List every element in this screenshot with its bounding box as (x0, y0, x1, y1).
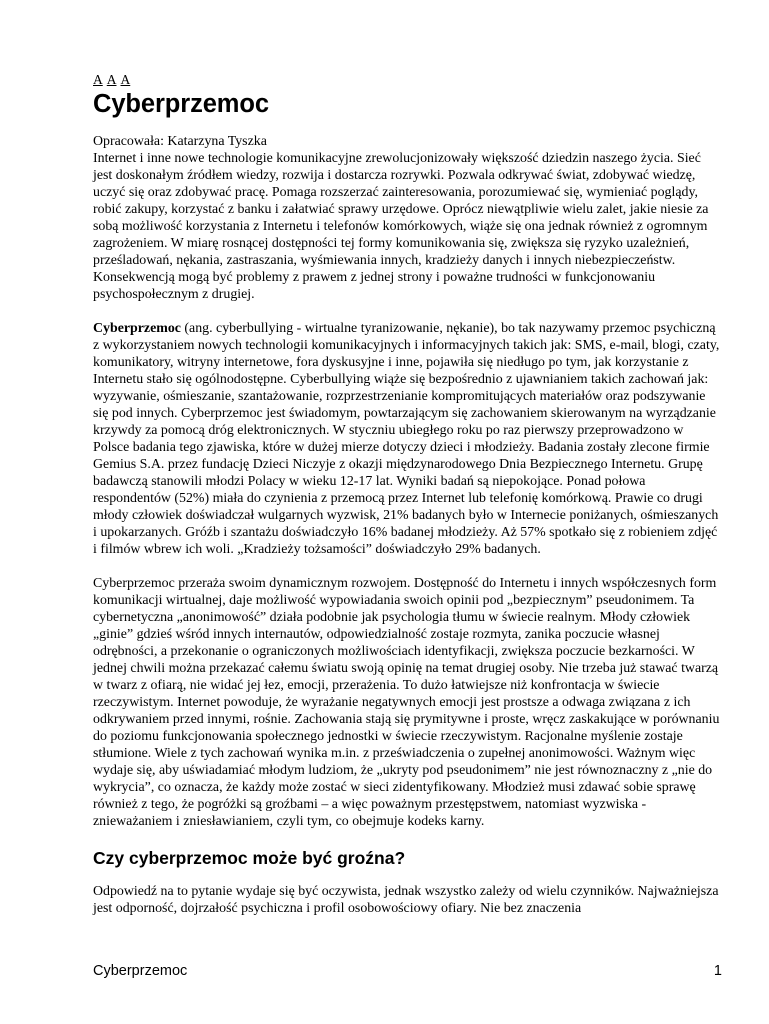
author-line: Opracowała: Katarzyna Tyszka (93, 134, 267, 149)
font-size-controls (93, 72, 723, 88)
font-size-large-link[interactable]: A (120, 72, 131, 87)
definition-paragraph (93, 320, 723, 558)
font-size-small-link[interactable]: A (93, 72, 103, 87)
definition-term: Cyberprzemoc (93, 321, 181, 336)
section-heading: Czy cyberprzemoc może być groźna? (93, 848, 406, 868)
font-size-medium-link[interactable]: A (106, 72, 117, 87)
page-footer (93, 963, 722, 979)
body-paragraph-4: Odpowiedź na to pytanie wydaje się być oczywista, jednak wszystko zależy od wielu czynników. Najważniejsza jest odporność, dojrzałość psychiczna i profil osobowościowy ofiary. Nie bez znaczenia (93, 884, 719, 916)
body-paragraph-3: Cyberprzemoc przeraża swoim dynamicznym rozwojem. Dostępność do Internetu i innych współczesnych form komunikacji wirtualnej, daje możliwość wypowiadania swoich opinii pod „bezpiecznym” pseudonimem. Ta cybernetyczna „anonimowość” działa podobnie jak psychologia tłumu w świecie realnym. Młody człowiek „ginie” gdzieś wśród innych internautów, odpowiedzialność zostaje rozmyta, zanika poczucie własnej odrębności, a przekonanie o ograniczonych możliwościach identyfikacji, zwiększa poczucie bezkarności. W jednej chwili można przekazać całemu światu swoją opinię na temat drugiej osoby. Nie trzeba już stawać twarzą w twarz z ofiarą, nie widać jej łez, emocji, przerażenia. To dużo łatwiejsze niż konfrontacja w świecie rzeczywistym. Internet powoduje, że wyrażanie negatywnych emocji jest prostsze a odwaga związana z ich odkrywaniem przed innymi, rośnie. Zachowania stają się prymitywne i proste, wręcz zaskakujące w porównaniu do poziomu funkcjonowania społecznego jednostki w świecie rzeczywistym. Racjonalne myślenie zostaje stłumione. Wiele z tych zachowań wynika m.in. z przeświadczenia o zupełnej anonimowości. Ważnym więc wydaje się, aby uświadamiać młodym ludziom, że „ukryty pod pseudonimem” nie jest równoznaczny z „nie do wykrycia”, co oznacza, że każdy może zostać w sieci zidentyfikowany. Młodzież musi zdawać sobie sprawę również z tego, że pogróżki są groźbami – a więc poważnym przestępstwem, natomiast wyzwiska - znieważaniem i zniesławianiem, czyli tym, co obejmuje kodeks karny. (93, 576, 720, 829)
definition-body: (ang. cyberbullying - wirtualne tyranizowanie, nękanie), bo tak nazywamy przemoc psychiczną z wykorzystaniem nowych technologii komunikacyjnych i informacyjnych takich jak: SMS, e-mail, blogi, czaty, komunikatory, witryny internetowe, fora dyskusyjne i inne, pojawiła się niedługo po tym, jak korzystanie z Internetu stało się ogólnodostępne. Cyberbullying wiąże się bezpośrednio z ujawnianiem takich zachowań jak: wyzywanie, ośmieszanie, szantażowanie, rozprzestrzenianie kompromitujących materiałów oraz podszywanie się pod innych. Cyberprzemoc jest świadomym, powtarzającym się zachowaniem skierowanym na wyrządzanie krzywdy za pomocą dróg elektronicznych. W styczniu ubiegłego roku po raz pierwszy przeprowadzono w Polsce badania tego zjawiska, które w dużej mierze dotyczy dzieci i młodzieży. Badania zostały zlecone firmie Gemius S.A. przez fundację Dzieci Niczyje z okazji międzynarodowego Dnia Bezpiecznego Internetu. Grupę badawczą stanowili młodzi Polacy w wieku 12-17 lat. Wyniki badań są niepokojące. Ponad połowa respondentów (52%) miała do czynienia z przemocą przez Internet lub telefonię komórkową. Prawie co drugi młody człowiek doświadczał wulgarnych wyzwisk, 21% badanych było w Internecie poniżanych, ośmieszanych i upokarzanych. Gróźb i szantażu doświadczyło 16% badanej młodzieży. Aż 57% spotkało się z robieniem zdjęć i filmów wbrew ich woli. „Kradzieży tożsamości” doświadczyło 29% badanych. (93, 321, 720, 557)
intro-paragraph: Internet i inne nowe technologie komunikacyjne zrewolucjonizowały większość dziedzin naszego życia. Sieć jest doskonałym źródłem wiedzy, rozwija i dostarcza rozrywki. Pozwala odkrywać świat, zdobywać wiedzę, uczyć się oraz zdobywać pracę. Pomaga rozszerzać zainteresowania, porozumiewać się, wymieniać poglądy, robić zakupy, korzystać z banku i załatwiać sprawy urzędowe. Oprócz niewątpliwie wielu zalet, jakie niesie za sobą możliwość korzystania z Internetu i telefonów komórkowych, wiąże się ona jednak również z ogromnym zagrożeniem. W miarę rosnącej dostępności tej formy komunikowania się, zwiększa się ryzyko uzależnień, prześladowań, nękania, zastraszania, wyśmiewania innych, kradzieży danych i innych niebezpieczeństw. Konsekwencją mogą być problemy z prawem z jednej strony i poważne trudności w funkcjonowaniu psychospołecznym z drugiej. (93, 151, 709, 302)
page-number: 1 (713, 963, 722, 979)
document-page (93, 72, 723, 917)
page-title: Cyberprzemoc (93, 90, 269, 118)
footer-title: Cyberprzemoc (93, 963, 188, 979)
